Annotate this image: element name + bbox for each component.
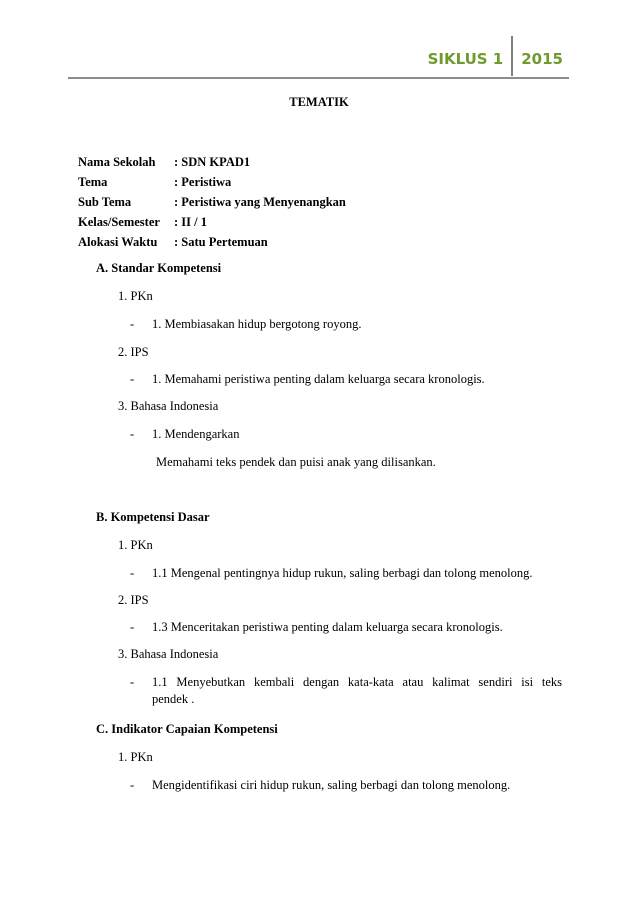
bullet-item <box>130 427 239 442</box>
identity-row <box>78 152 346 172</box>
identity-key: Tema <box>78 175 108 189</box>
bullet-text: 1. Memahami peristiwa penting dalam keluarga secara kronologis. <box>152 372 485 386</box>
identity-key: Kelas/Semester <box>78 215 160 229</box>
list-item-label: 1. PKn <box>118 750 153 764</box>
bullet-extra-text: Memahami teks pendek dan puisi anak yang dilisankan. <box>156 455 436 469</box>
identity-value: : Peristiwa <box>174 175 232 189</box>
identity-value: : Satu Pertemuan <box>174 235 268 249</box>
identity-value: : II / 1 <box>174 215 207 229</box>
identity-value: : Peristiwa yang Menyenangkan <box>174 195 346 209</box>
bullet-item <box>130 372 485 387</box>
bullet-text: 1. Membiasakan hidup bergotong royong. <box>152 317 362 331</box>
list-item-label: 3. Bahasa Indonesia <box>118 399 219 413</box>
bullet-item <box>130 778 510 793</box>
dash: - <box>130 620 135 634</box>
bullet-item <box>130 566 533 581</box>
identity-key: Alokasi Waktu <box>78 235 158 249</box>
header-rule <box>68 77 569 79</box>
identity-key: Nama Sekolah <box>78 155 156 169</box>
identity-row <box>78 192 346 212</box>
bullet-item <box>130 675 562 707</box>
list-item-label: 2. IPS <box>118 593 149 607</box>
siklus-label: SIKLUS 1 <box>427 50 504 68</box>
bullet-item <box>130 620 503 635</box>
list-item-label: 1. PKn <box>118 289 153 303</box>
bullet-text: 1.3 Menceritakan peristiwa penting dalam keluarga secara kronologis. <box>152 620 503 634</box>
identity-row <box>78 232 346 252</box>
section-c-heading: C. Indikator Capaian Kompetensi <box>96 722 278 736</box>
list-item-label: 1. PKn <box>118 538 153 552</box>
list-item-label: 2. IPS <box>118 345 149 359</box>
bullet-text: Mengidentifikasi ciri hidup rukun, saling berbagi dan tolong menolong. <box>152 778 511 792</box>
bullet-continuation: pendek . <box>152 692 195 706</box>
dash: - <box>130 566 135 580</box>
dash: - <box>130 778 135 792</box>
list-item-label: 3. Bahasa Indonesia <box>118 647 219 661</box>
year-label: 2015 <box>521 50 563 68</box>
dash: - <box>130 372 135 386</box>
page-header <box>428 42 563 76</box>
identity-value: : SDN KPAD1 <box>174 155 251 169</box>
identity-row <box>78 172 346 192</box>
section-a-heading: A. Standar Kompetensi <box>96 261 222 275</box>
bullet-text: 1.1 Menyebutkan kembali dengan kata-kata atau kalimat sendiri isi teks <box>152 675 562 689</box>
page-title: TEMATIK <box>289 95 349 109</box>
bullet-text: 1. Mendengarkan <box>152 427 240 441</box>
identity-row <box>78 212 346 232</box>
section-b-heading: B. Kompetensi Dasar <box>96 510 210 524</box>
dash: - <box>130 427 135 441</box>
dash: - <box>130 317 135 331</box>
identity-key: Sub Tema <box>78 195 132 209</box>
header-divider <box>511 36 513 76</box>
bullet-item <box>130 317 361 332</box>
identity-table <box>78 152 346 252</box>
dash: - <box>130 675 135 689</box>
bullet-text: 1.1 Mengenal pentingnya hidup rukun, saling berbagi dan tolong menolong. <box>152 566 533 580</box>
